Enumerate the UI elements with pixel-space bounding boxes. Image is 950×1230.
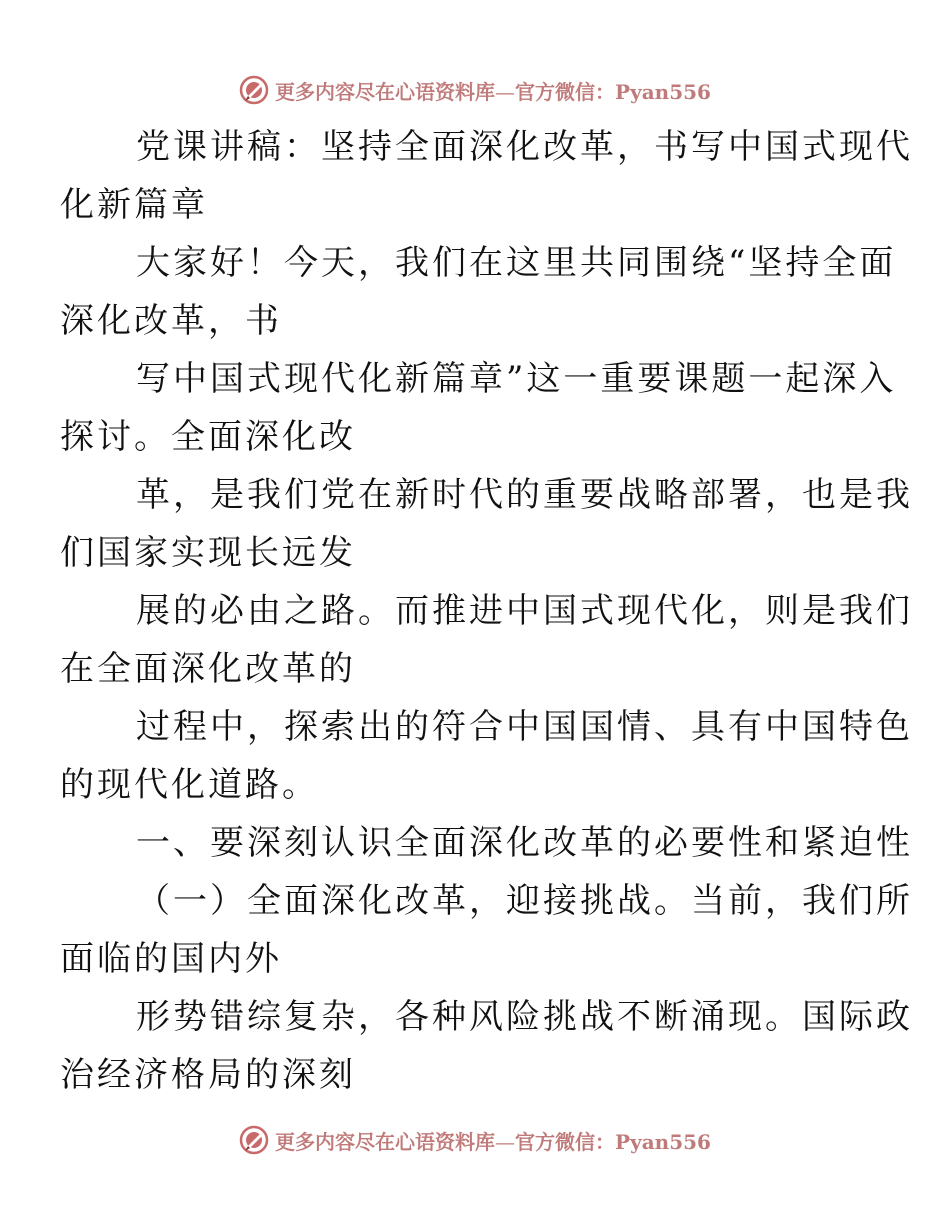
text-line: 探讨。全面深化改 [60, 417, 356, 457]
paragraph [60, 466, 913, 582]
text-line: 化新篇章 [60, 185, 208, 225]
document-body [60, 118, 913, 1104]
text-line: （一）全面深化改革，迎接挑战。当前，我们所 [136, 881, 913, 921]
text-line: 过程中，探索出的符合中国国情、具有中国特色 [136, 707, 913, 747]
footer-watermark-banner [0, 1120, 950, 1160]
paragraph [60, 872, 913, 988]
paragraph [60, 582, 913, 698]
text-line: 展的必由之路。而推进中国式现代化，则是我们 [136, 591, 913, 631]
section-heading [98, 814, 913, 872]
text-line: 一、要深刻认识全面深化改革的必要性和紧迫性 [136, 823, 913, 863]
paragraph-title [60, 118, 913, 234]
text-line: 党课讲稿：坚持全面深化改革，书写中国式现代 [136, 127, 913, 167]
text-line: 的现代化道路。 [60, 765, 319, 805]
text-line: 面临的国内外 [60, 939, 282, 979]
text-line: 们国家实现长远发 [60, 533, 356, 573]
text-line: 形势错综复杂，各种风险挑战不断涌现。国际政 [136, 997, 913, 1037]
text-line: 深化改革，书 [60, 301, 282, 341]
header-watermark-banner [0, 70, 950, 110]
text-line: 革，是我们党在新时代的重要战略部署，也是我 [136, 475, 913, 515]
paragraph [60, 698, 913, 814]
watermark-text: 更多内容尽在心语资料库—官方微信：Pyan556 [275, 79, 711, 104]
watermark-text: 更多内容尽在心语资料库—官方微信：Pyan556 [275, 1129, 711, 1154]
text-line: 写中国式现代化新篇章”这一重要课题一起深入 [136, 359, 897, 399]
text-line: 在全面深化改革的 [60, 649, 356, 689]
paragraph [60, 234, 897, 350]
pen-logo-icon [239, 75, 269, 105]
pen-logo-icon [239, 1125, 269, 1155]
text-line: 大家好！今天，我们在这里共同围绕“坚持全面 [136, 243, 897, 283]
paragraph [60, 350, 897, 466]
text-line: 治经济格局的深刻 [60, 1055, 356, 1095]
paragraph [60, 988, 913, 1104]
